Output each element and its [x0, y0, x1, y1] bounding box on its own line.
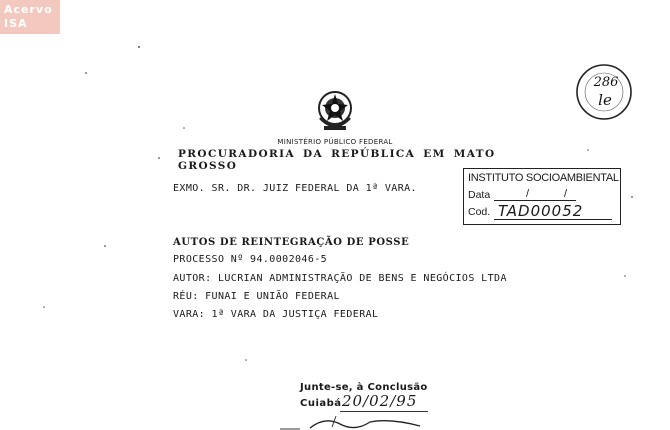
- office-heading: PROCURADORIA DA REPÚBLICA EM MATO GROSSO: [178, 148, 496, 172]
- ministry-heading: MINISTÉRIO PÚBLICO FEDERAL: [277, 138, 393, 146]
- case-process-number: PROCESSO Nº 94.0002046-5: [173, 254, 328, 265]
- archive-code-value: TAD00052: [498, 202, 584, 220]
- archive-stamp-title: INSTITUTO SOCIOAMBIENTAL: [468, 172, 619, 184]
- signature-scribble: [270, 412, 440, 430]
- archive-stamp: [463, 168, 621, 225]
- archive-date-line: [494, 200, 576, 201]
- case-defendant: RÉU: FUNAI E UNIÃO FEDERAL: [173, 291, 340, 302]
- handwritten-date: 20/02/95: [342, 392, 418, 410]
- watermark-logo: [0, 0, 60, 34]
- archive-date-separator: /: [526, 188, 530, 200]
- stamp-initials: le: [598, 91, 612, 109]
- archive-date-label: Data: [468, 189, 491, 201]
- case-court: VARA: 1ª VARA DA JUSTIÇA FEDERAL: [173, 309, 379, 320]
- salutation: EXMO. SR. DR. JUIZ FEDERAL DA 1ª VARA.: [173, 183, 417, 194]
- annotation-line1: Junte-se, à Conclusão: [300, 382, 428, 393]
- stamp-number: 286: [593, 75, 619, 90]
- watermark-line1: Acervo: [4, 3, 53, 16]
- archive-date-separator: /: [564, 188, 568, 200]
- watermark-line2: ISA: [4, 17, 28, 30]
- case-author: AUTOR: LUCRIAN ADMINISTRAÇÃO DE BENS E NEGÓCIOS LTDA: [173, 273, 507, 284]
- annotation-line2: Cuiabá: [300, 398, 342, 409]
- coat-of-arms-icon: [312, 88, 358, 134]
- page-number-stamp: [574, 62, 634, 122]
- case-title: AUTOS DE REINTEGRAÇÃO DE POSSE: [173, 237, 410, 248]
- archive-code-label: Cod.: [468, 206, 491, 218]
